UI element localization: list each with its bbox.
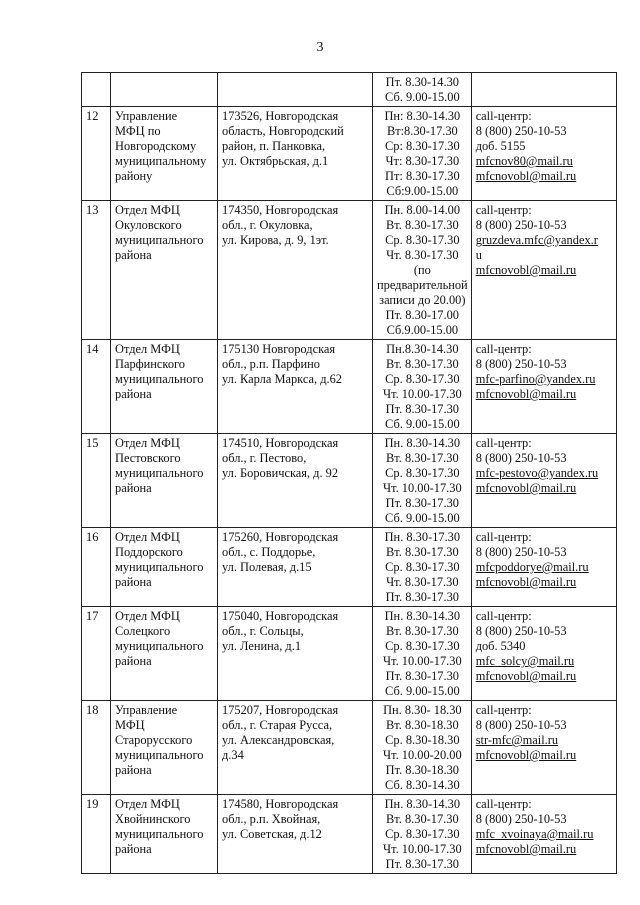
office-name-line: Отдел МФЦ bbox=[115, 609, 180, 623]
table-row bbox=[82, 73, 617, 107]
address-line: 173526, Новгородская bbox=[222, 109, 339, 123]
row-number bbox=[82, 73, 111, 107]
contact-line: u bbox=[475, 248, 482, 262]
working-hours-line: Ср. 8.30-17.30 bbox=[385, 560, 460, 574]
address-line: ул. Александровская, bbox=[222, 733, 335, 747]
address-line: обл., р.п. Парфино bbox=[222, 357, 320, 371]
office-name-line: Хвойнинского bbox=[115, 812, 191, 826]
address-cell bbox=[218, 107, 373, 201]
working-hours-line: Ср. 8.30-17.30 bbox=[385, 827, 460, 841]
office-name-line: района bbox=[115, 248, 152, 262]
working-hours-line: Ср. 8.30-17.30 bbox=[385, 466, 460, 480]
working-hours-line: Сб. 9.00-15.00 bbox=[385, 511, 460, 525]
address-line: ул. Полевая, д.15 bbox=[222, 560, 312, 574]
working-hours-line: Вт. 8.30-17.30 bbox=[386, 357, 459, 371]
office-name-line: Управление bbox=[115, 703, 178, 717]
address-line: обл., г. Сольцы, bbox=[222, 624, 304, 638]
contact-line: 8 (800) 250-10-53 bbox=[475, 218, 567, 232]
contact-line: call-центр: bbox=[475, 703, 532, 717]
address-line: район, п. Панковка, bbox=[222, 139, 326, 153]
address-line: 174510, Новгородская bbox=[222, 436, 339, 450]
office-name-line: Отдел МФЦ bbox=[115, 342, 180, 356]
working-hours-cell bbox=[373, 528, 472, 607]
table-row bbox=[82, 340, 617, 434]
address-line: 174580, Новгородская bbox=[222, 797, 339, 811]
office-name-line: Окуловского bbox=[115, 218, 182, 232]
contacts-cell bbox=[471, 607, 616, 701]
address-line: обл., р.п. Хвойная, bbox=[222, 812, 321, 826]
working-hours-line: Вт. 8.30-17.30 bbox=[386, 624, 459, 638]
working-hours-line: Чт. 10.00-17.30 bbox=[383, 481, 462, 495]
working-hours-cell bbox=[373, 607, 472, 701]
mfc-offices-table-body bbox=[82, 73, 617, 874]
email-link[interactable]: str-mfc@mail.ru bbox=[475, 733, 559, 747]
working-hours-line: Сб.9.00-15.00 bbox=[386, 323, 459, 337]
office-name-line: района bbox=[115, 575, 152, 589]
working-hours-line: Пн: 8.30-14.30 bbox=[384, 109, 461, 123]
office-name-line: района bbox=[115, 481, 152, 495]
working-hours-line: Сб:9.00-15.00 bbox=[386, 184, 459, 198]
email-link[interactable]: mfcnovobl@mail.ru bbox=[475, 169, 577, 183]
office-name-line: муниципального bbox=[115, 560, 204, 574]
table-row bbox=[82, 701, 617, 795]
contact-line: 8 (800) 250-10-53 bbox=[475, 124, 567, 138]
working-hours-line: Пт. 8.30-18.30 bbox=[385, 763, 459, 777]
address-line: обл., с. Поддорье, bbox=[222, 545, 316, 559]
office-name-line: МФЦ по bbox=[115, 124, 161, 138]
office-name-line: Поддорского bbox=[115, 545, 183, 559]
contact-line: call-центр: bbox=[475, 342, 532, 356]
working-hours-line: Пт. 8.30-14.30 bbox=[385, 75, 459, 89]
office-name-cell bbox=[111, 607, 218, 701]
contact-line: call-центр: bbox=[475, 203, 532, 217]
contacts-cell bbox=[471, 701, 616, 795]
address-line: обл., г. Окуловка, bbox=[222, 218, 313, 232]
mfc-offices-table bbox=[81, 72, 617, 874]
working-hours-line: Ср. 8.30-17.30 bbox=[385, 639, 460, 653]
row-number: 14 bbox=[82, 340, 111, 434]
working-hours-line: Чт. 10.00-17.30 bbox=[383, 387, 462, 401]
email-link[interactable]: mfcnovobl@mail.ru bbox=[475, 481, 577, 495]
row-number: 15 bbox=[82, 434, 111, 528]
email-link[interactable]: mfcnovobl@mail.ru bbox=[475, 748, 577, 762]
working-hours-cell bbox=[373, 201, 472, 340]
office-name-line: району bbox=[115, 169, 153, 183]
office-name-line: района bbox=[115, 763, 152, 777]
office-name-line: муниципального bbox=[115, 372, 204, 386]
contact-line: 8 (800) 250-10-53 bbox=[475, 451, 567, 465]
office-name-line: Пестовского bbox=[115, 451, 181, 465]
office-name-line: Отдел МФЦ bbox=[115, 203, 180, 217]
table-row bbox=[82, 528, 617, 607]
contact-line: доб. 5340 bbox=[475, 639, 526, 653]
email-link[interactable]: mfc_xvoinaya@mail.ru bbox=[475, 827, 594, 841]
row-number: 12 bbox=[82, 107, 111, 201]
address-line: 174350, Новгородская bbox=[222, 203, 339, 217]
office-name-line: Управление bbox=[115, 109, 178, 123]
working-hours-line: Вт:8.30-17.30 bbox=[386, 124, 458, 138]
address-cell bbox=[218, 795, 373, 874]
email-link[interactable]: mfcpoddorye@mail.ru bbox=[475, 560, 589, 574]
working-hours-line: Сб. 9.00-15.00 bbox=[385, 417, 460, 431]
contact-line: 8 (800) 250-10-53 bbox=[475, 357, 567, 371]
address-line: область, Новгородский bbox=[222, 124, 344, 138]
contact-line: 8 (800) 250-10-53 bbox=[475, 718, 567, 732]
email-link[interactable]: mfcnovobl@mail.ru bbox=[475, 669, 577, 683]
address-cell bbox=[218, 701, 373, 795]
office-name-line: Отдел МФЦ bbox=[115, 436, 180, 450]
page-number: 3 bbox=[316, 40, 324, 55]
working-hours-line: Пт. 8.30-17.30 bbox=[385, 496, 459, 510]
office-name-cell bbox=[111, 795, 218, 874]
working-hours-cell bbox=[373, 434, 472, 528]
office-name-line: МФЦ bbox=[115, 718, 145, 732]
office-name-line: Солецкого bbox=[115, 624, 171, 638]
office-name-line: района bbox=[115, 654, 152, 668]
contacts-cell bbox=[471, 340, 616, 434]
contact-line: call-центр: bbox=[475, 436, 532, 450]
working-hours-line: Вт. 8.30-17.30 bbox=[386, 812, 459, 826]
address-line: ул. Боровичская, д. 92 bbox=[222, 466, 339, 480]
table-row bbox=[82, 107, 617, 201]
office-name-line: муниципального bbox=[115, 466, 204, 480]
address-cell bbox=[218, 73, 373, 107]
office-name-cell bbox=[111, 107, 218, 201]
address-cell bbox=[218, 607, 373, 701]
address-line: ул. Карла Маркса, д.62 bbox=[222, 372, 343, 386]
working-hours-cell bbox=[373, 701, 472, 795]
office-name-line: муниципальному bbox=[115, 154, 207, 168]
working-hours-cell bbox=[373, 73, 472, 107]
table-row bbox=[82, 607, 617, 701]
address-line: 175260, Новгородская bbox=[222, 530, 339, 544]
row-number: 17 bbox=[82, 607, 111, 701]
contacts-cell bbox=[471, 528, 616, 607]
working-hours-line: Ср. 8.30-17.30 bbox=[385, 233, 460, 247]
office-name-line: района bbox=[115, 842, 152, 856]
contacts-cell bbox=[471, 73, 616, 107]
office-name-cell bbox=[111, 701, 218, 795]
contact-line: call-центр: bbox=[475, 609, 532, 623]
working-hours-line: Чт: 8.30-17.30 bbox=[385, 154, 460, 168]
office-name-line: Отдел МФЦ bbox=[115, 530, 180, 544]
office-name-cell bbox=[111, 528, 218, 607]
address-line: 175130 Новгородская bbox=[222, 342, 336, 356]
office-name-line: муниципального bbox=[115, 233, 204, 247]
email-link[interactable]: mfc_solcy@mail.ru bbox=[475, 654, 575, 668]
row-number: 16 bbox=[82, 528, 111, 607]
address-line: обл., г. Старая Русса, bbox=[222, 718, 333, 732]
office-name-line: муниципального bbox=[115, 639, 204, 653]
working-hours-line: Пн. 8.30-14.30 bbox=[384, 609, 461, 623]
contact-line: 8 (800) 250-10-53 bbox=[475, 624, 567, 638]
working-hours-line: Сб. 9.00-15.00 bbox=[385, 684, 460, 698]
contact-line: call-центр: bbox=[475, 530, 532, 544]
table-row bbox=[82, 434, 617, 528]
working-hours-cell bbox=[373, 340, 472, 434]
working-hours-line: Пн. 8.30-17.30 bbox=[384, 530, 461, 544]
working-hours-line: Пн. 8.30- 18.30 bbox=[383, 703, 462, 717]
contacts-cell bbox=[471, 201, 616, 340]
address-cell bbox=[218, 528, 373, 607]
working-hours-cell bbox=[373, 795, 472, 874]
address-line: ул. Кирова, д. 9, 1эт. bbox=[222, 233, 329, 247]
address-line: ул. Советская, д.12 bbox=[222, 827, 322, 841]
office-name-cell bbox=[111, 340, 218, 434]
working-hours-line: Чт. 10.00-17.30 bbox=[383, 842, 462, 856]
working-hours-line: Ср. 8.30-17.30 bbox=[385, 372, 460, 386]
working-hours-line: Пт: 8.30-17.30 bbox=[385, 169, 460, 183]
email-link[interactable]: gruzdeva.mfc@yandex.r bbox=[475, 233, 598, 247]
office-name-line: Новгородскому bbox=[115, 139, 197, 153]
working-hours-line: Пн. 8.30-14.30 bbox=[384, 436, 461, 450]
email-link[interactable]: mfcnovobl@mail.ru bbox=[475, 263, 577, 277]
working-hours-line: Пт. 8.30-17.00 bbox=[385, 308, 459, 322]
contacts-cell bbox=[471, 107, 616, 201]
contact-line: доб. 5155 bbox=[475, 139, 526, 153]
address-cell bbox=[218, 201, 373, 340]
working-hours-line: Пт. 8.30-17.30 bbox=[385, 857, 459, 871]
contact-line: 8 (800) 250-10-53 bbox=[475, 545, 567, 559]
working-hours-line: Чт. 8.30-17.30 bbox=[386, 575, 459, 589]
working-hours-line: Чт. 10.00-17.30 bbox=[383, 654, 462, 668]
working-hours-line: Пт. 8.30-17.30 bbox=[385, 669, 459, 683]
office-name-line: Старорусского bbox=[115, 733, 193, 747]
email-link[interactable]: mfcnov80@mail.ru bbox=[475, 154, 573, 168]
working-hours-line: Пт. 8.30-17.30 bbox=[385, 590, 459, 604]
office-name-line: Парфинского bbox=[115, 357, 185, 371]
working-hours-line: Ср. 8.30-18.30 bbox=[385, 733, 460, 747]
office-name-cell bbox=[111, 201, 218, 340]
working-hours-line: Вт. 8.30-17.30 bbox=[386, 451, 459, 465]
address-line: обл., г. Пестово, bbox=[222, 451, 307, 465]
contacts-cell bbox=[471, 434, 616, 528]
working-hours-cell bbox=[373, 107, 472, 201]
office-name-line: Отдел МФЦ bbox=[115, 797, 180, 811]
contact-line: call-центр: bbox=[475, 109, 532, 123]
office-name-line: муниципального bbox=[115, 748, 204, 762]
table-row bbox=[82, 795, 617, 874]
office-name-line: района bbox=[115, 387, 152, 401]
address-line: 175207, Новгородская bbox=[222, 703, 339, 717]
contact-line: 8 (800) 250-10-53 bbox=[475, 812, 567, 826]
row-number: 19 bbox=[82, 795, 111, 874]
contacts-cell bbox=[471, 795, 616, 874]
address-line: ул. Октябрьская, д.1 bbox=[222, 154, 329, 168]
working-hours-line: записи до 20.00) bbox=[379, 293, 466, 307]
row-number: 13 bbox=[82, 201, 111, 340]
email-link[interactable]: mfc-pestovo@yandex.ru bbox=[475, 466, 599, 480]
email-link[interactable]: mfcnovobl@mail.ru bbox=[475, 575, 577, 589]
working-hours-line: Ср: 8.30-17.30 bbox=[384, 139, 460, 153]
address-cell bbox=[218, 434, 373, 528]
address-line: 175040, Новгородская bbox=[222, 609, 339, 623]
contact-line: call-центр: bbox=[475, 797, 532, 811]
table-row bbox=[82, 201, 617, 340]
working-hours-line: Сб. 8.30-14.30 bbox=[385, 778, 460, 792]
working-hours-line: Пт. 8.30-17.30 bbox=[385, 402, 459, 416]
working-hours-line: Чт. 8.30-17.30 bbox=[386, 248, 459, 262]
working-hours-line: Вт. 8.30-18.30 bbox=[386, 718, 459, 732]
working-hours-line: Вт. 8.30-17.30 bbox=[386, 218, 459, 232]
row-number: 18 bbox=[82, 701, 111, 795]
email-link[interactable]: mfcnovobl@mail.ru bbox=[475, 842, 577, 856]
address-cell bbox=[218, 340, 373, 434]
working-hours-line: Пн. 8.30-14.30 bbox=[384, 797, 461, 811]
working-hours-line: Чт. 10.00-20.00 bbox=[383, 748, 462, 762]
office-name-cell bbox=[111, 434, 218, 528]
working-hours-line: предварительной bbox=[377, 278, 468, 292]
office-name-cell bbox=[111, 73, 218, 107]
working-hours-line: Пн. 8.00-14.00 bbox=[384, 203, 461, 217]
working-hours-line: Пн.8.30-14.30 bbox=[386, 342, 459, 356]
working-hours-line: (по bbox=[413, 263, 431, 277]
working-hours-line: Сб. 9.00-15.00 bbox=[385, 90, 460, 104]
office-name-line: муниципального bbox=[115, 827, 204, 841]
email-link[interactable]: mfcnovobl@mail.ru bbox=[475, 387, 577, 401]
email-link[interactable]: mfc-parfino@yandex.ru bbox=[475, 372, 596, 386]
working-hours-line: Вт. 8.30-17.30 bbox=[386, 545, 459, 559]
address-line: ул. Ленина, д.1 bbox=[222, 639, 302, 653]
address-line: д.34 bbox=[222, 748, 244, 762]
